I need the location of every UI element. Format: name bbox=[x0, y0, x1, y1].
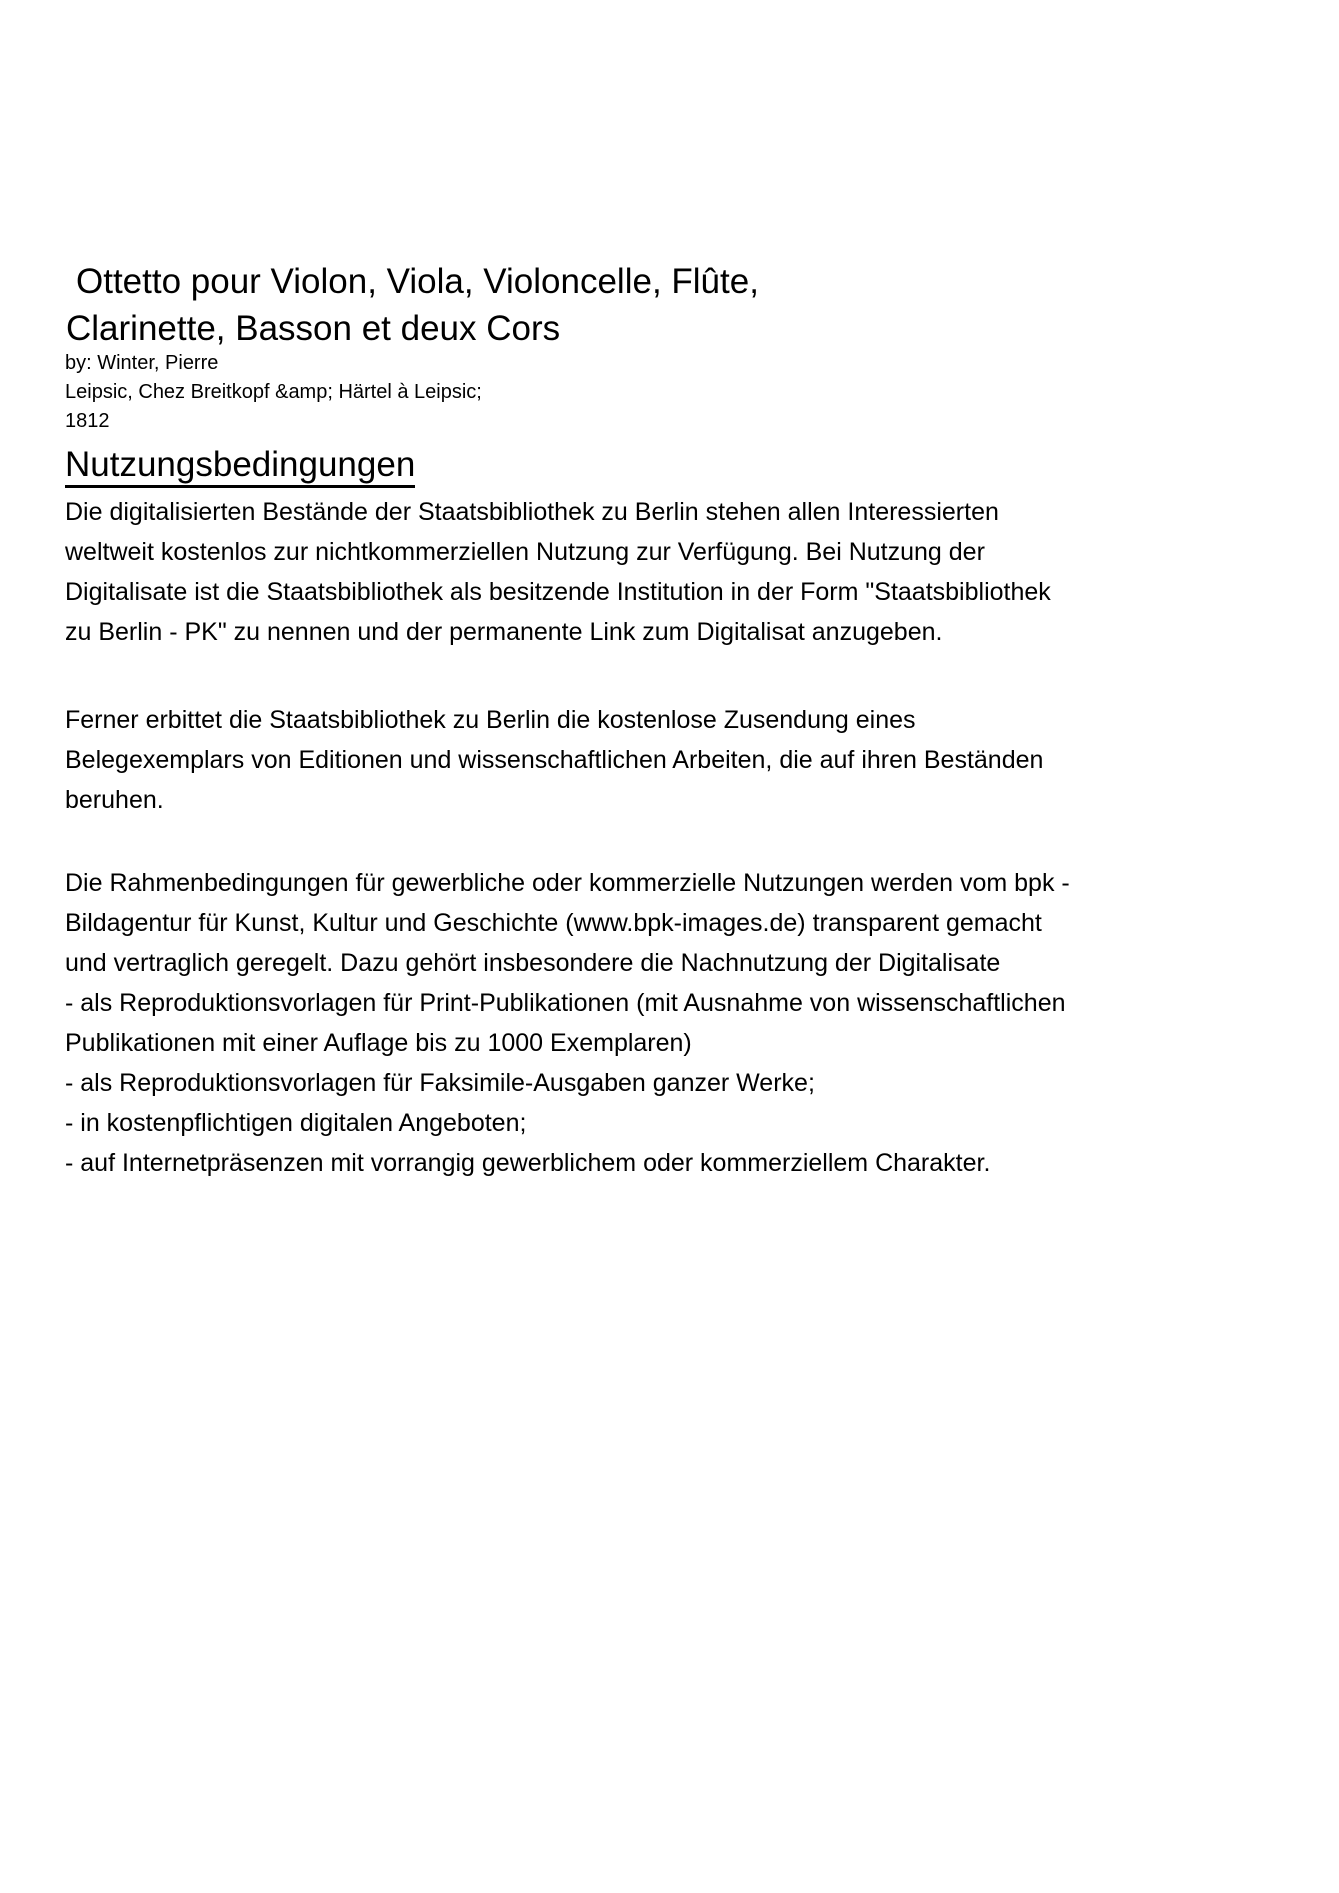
text-line: - in kostenpflichtigen digitalen Angeboten; bbox=[65, 1109, 527, 1137]
text-line: Bildagentur für Kunst, Kultur und Geschichte (www.bpk-images.de) transparent gemacht bbox=[65, 909, 1042, 937]
text-line: weltweit kostenlos zur nichtkommerziellen Nutzung zur Verfügung. Bei Nutzung der bbox=[65, 538, 985, 566]
text-line: - auf Internetpräsenzen mit vorrangig gewerblichem oder kommerziellem Charakter. bbox=[65, 1149, 991, 1177]
terms-heading: Nutzungsbedingungen bbox=[65, 445, 415, 488]
text-line: beruhen. bbox=[65, 786, 164, 814]
text-line: Publikationen mit einer Auflage bis zu 1000 Exemplaren) bbox=[65, 1029, 692, 1057]
terms-paragraph-2 bbox=[65, 700, 1043, 820]
terms-paragraph-3 bbox=[65, 863, 1070, 1183]
record-metadata bbox=[65, 349, 482, 436]
record-title-line-2: Clarinette, Basson et deux Cors bbox=[66, 309, 561, 348]
text-line: Die digitalisierten Bestände der Staatsbibliothek zu Berlin stehen allen Interessierten bbox=[65, 498, 999, 526]
text-line: Belegexemplars von Editionen und wissenschaftlichen Arbeiten, die auf ihren Beständen bbox=[65, 746, 1044, 774]
record-title-line-1: Ottetto pour Violon, Viola, Violoncelle, Flûte, bbox=[76, 262, 759, 301]
record-title bbox=[66, 258, 759, 352]
text-line: - als Reproduktionsvorlagen für Faksimile-Ausgaben ganzer Werke; bbox=[65, 1069, 815, 1097]
text-line: Ferner erbittet die Staatsbibliothek zu Berlin die kostenlose Zusendung eines bbox=[65, 706, 916, 734]
record-year: 1812 bbox=[65, 410, 110, 432]
text-line: Digitalisate ist die Staatsbibliothek als besitzende Institution in der Form "Staatsbibliothek bbox=[65, 578, 1051, 606]
text-line: - als Reproduktionsvorlagen für Print-Publikationen (mit Ausnahme von wissenschaftlichen bbox=[65, 989, 1066, 1017]
terms-paragraph-1 bbox=[65, 492, 1051, 652]
text-line: und vertraglich geregelt. Dazu gehört insbesondere die Nachnutzung der Digitalisate bbox=[65, 949, 1001, 977]
text-line: Die Rahmenbedingungen für gewerbliche oder kommerzielle Nutzungen werden vom bpk - bbox=[65, 869, 1070, 897]
record-author: by: Winter, Pierre bbox=[65, 352, 219, 374]
record-imprint: Leipsic, Chez Breitkopf &amp; Härtel à Leipsic; bbox=[65, 381, 482, 403]
text-line: zu Berlin - PK" zu nennen und der permanente Link zum Digitalisat anzugeben. bbox=[65, 618, 943, 646]
